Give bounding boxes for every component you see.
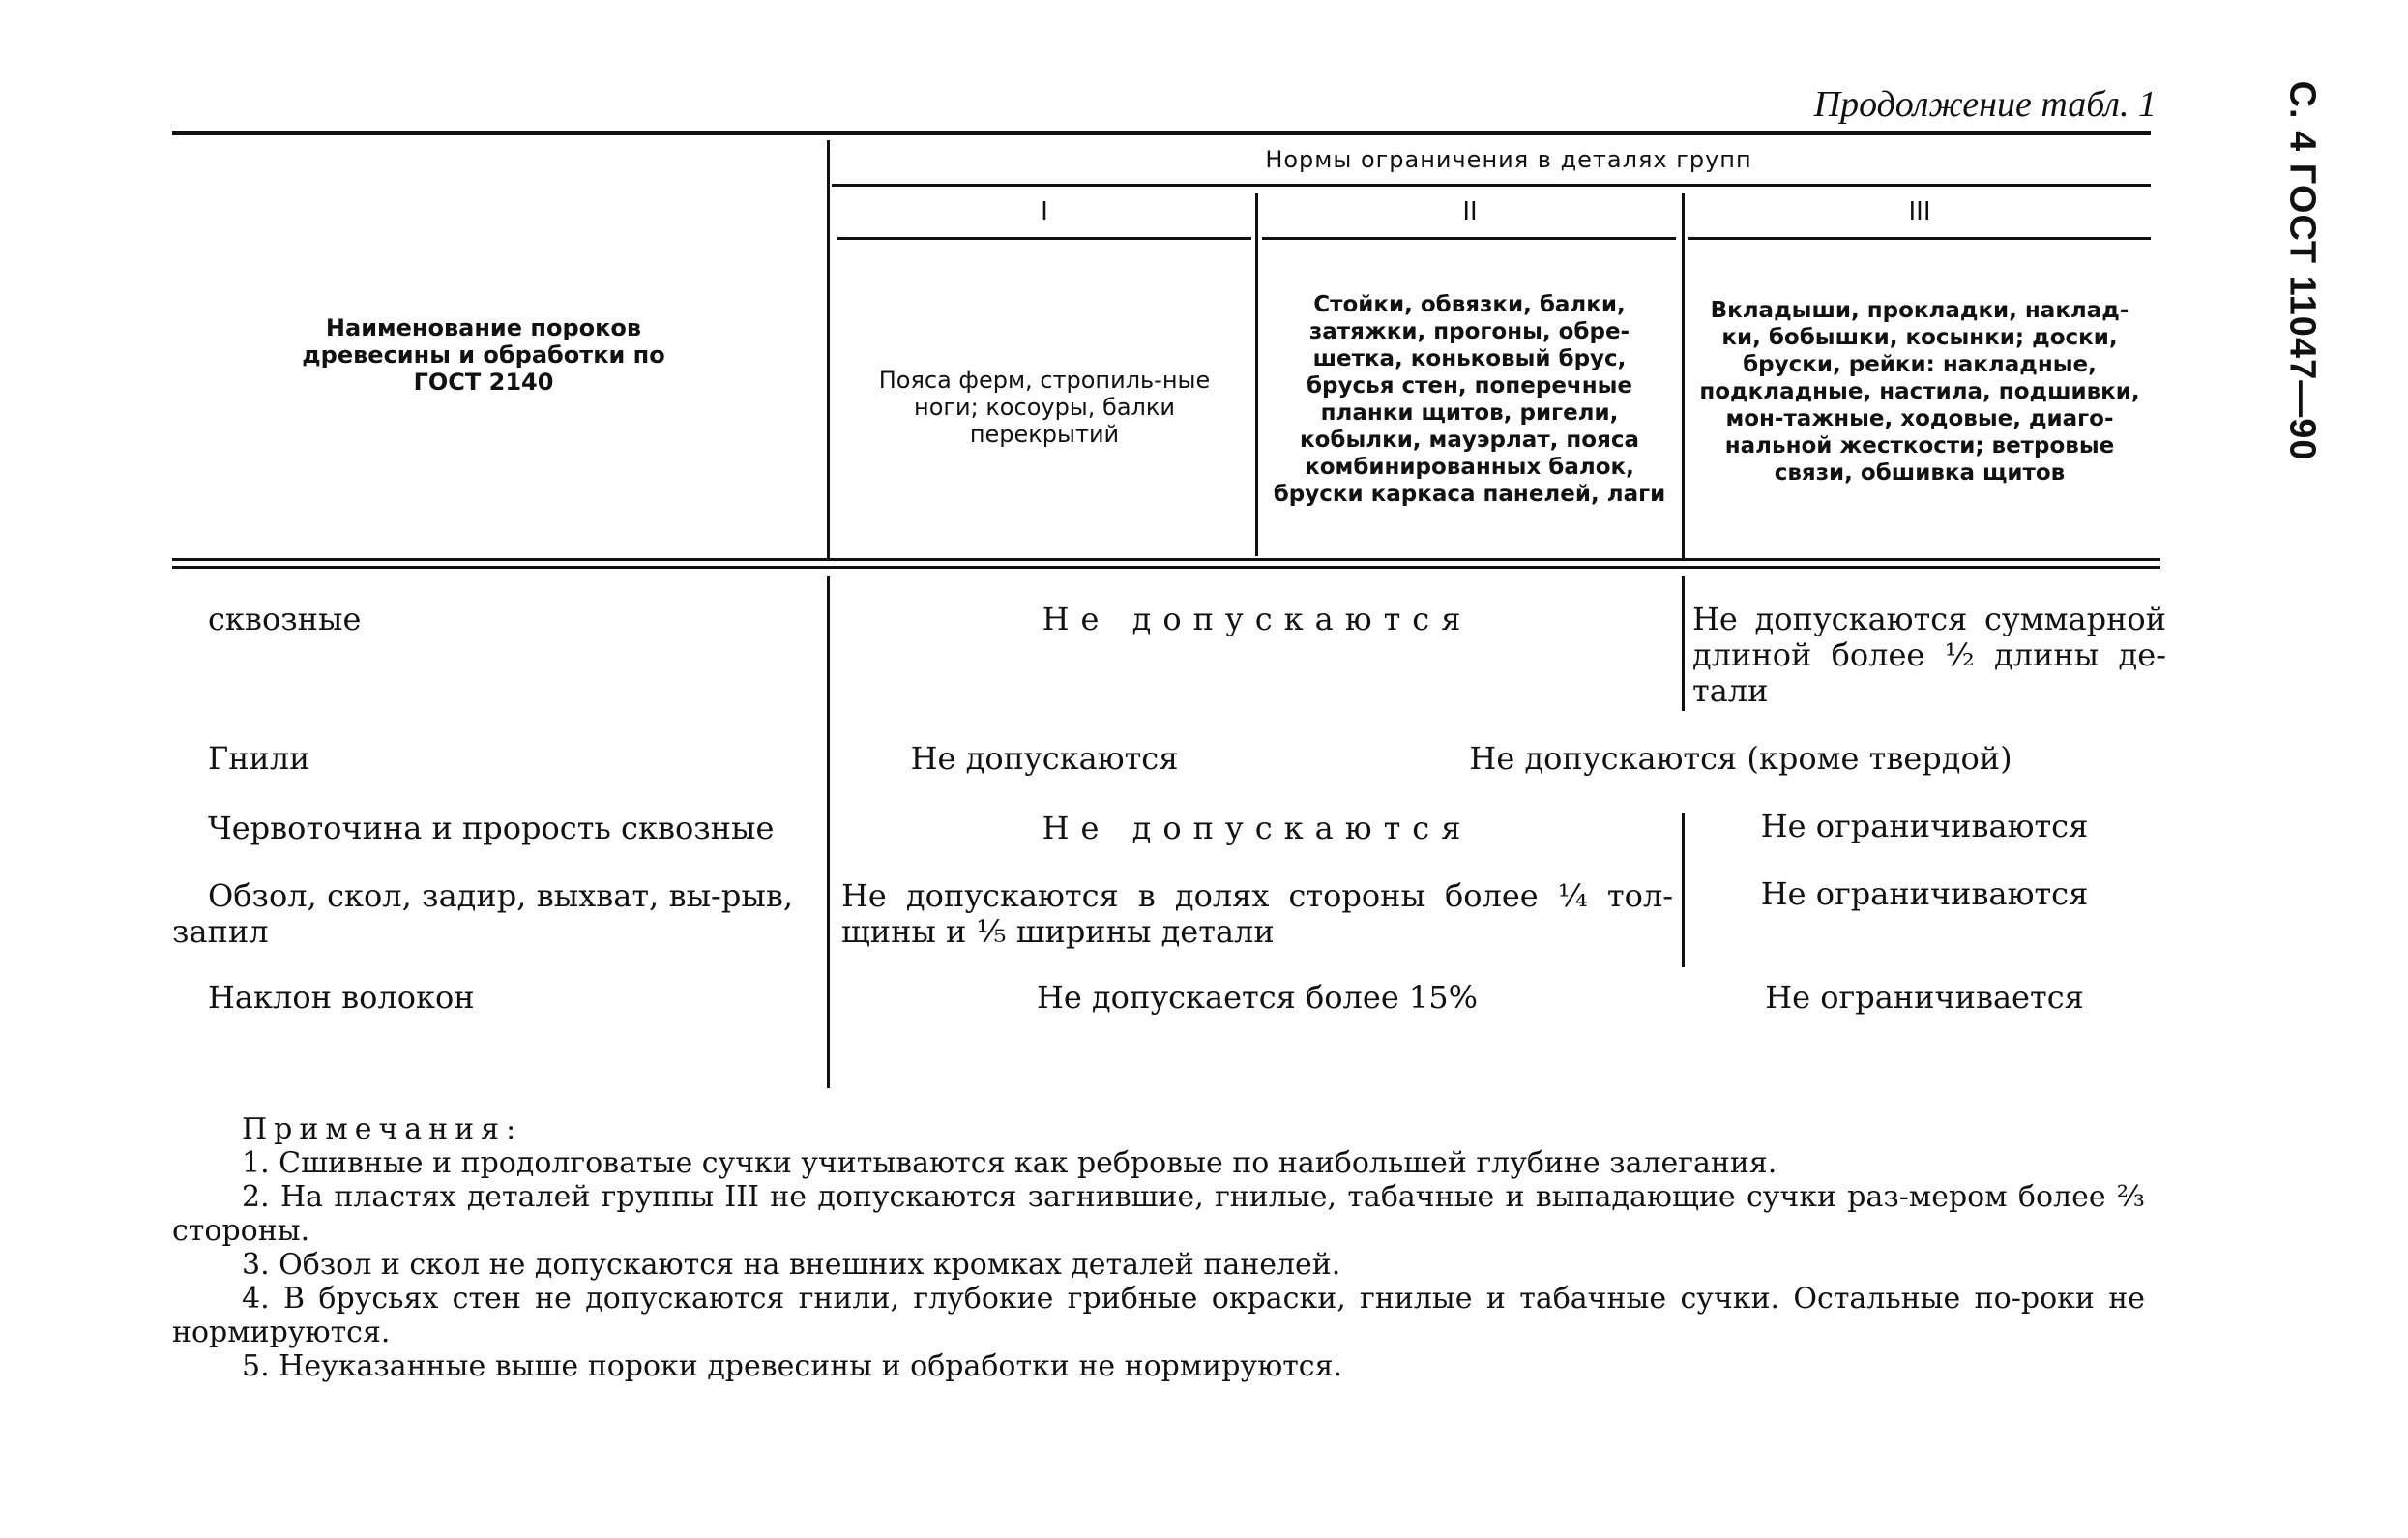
table-continuation-caption: Продолжение табл. 1 bbox=[1813, 84, 2157, 125]
row-4-name: Обзол, скол, задир, выхват, вы-рыв, запил bbox=[172, 877, 793, 950]
name-column-rule-body bbox=[827, 576, 830, 1088]
row-2-groups-2-3: Не допускаются (кроме твердой) bbox=[1469, 740, 2012, 777]
group-3-rule-row-1 bbox=[1682, 576, 1685, 711]
note-item-1: 1. Сшивные и продолговатые сучки учитываются как ребровые по наибольшей глубине залегания. bbox=[242, 1146, 1777, 1180]
row-5-name: Наклон волокон bbox=[208, 979, 475, 1016]
numerals-rule-1 bbox=[837, 237, 1251, 240]
group-1-numeral: I bbox=[1041, 197, 1048, 226]
row-4-group-3: Не ограничиваются bbox=[1760, 875, 2089, 912]
table-top-rule bbox=[172, 131, 2151, 135]
note-item-2: 2. На пластях деталей группы III не допускаются загнившие, гнилые, табачные и выпадающие сучки раз-мером более ⅔ стороны. bbox=[172, 1180, 2145, 1248]
group-2-3-rule bbox=[1682, 193, 1685, 558]
row-1-group-3: Не допускаются суммарной длиной более ½ длины де-тали bbox=[1692, 601, 2166, 709]
defect-name-column-header: Наименование пороков древесины и обработки по ГОСТ 2140 bbox=[302, 314, 665, 396]
group-3-numeral: III bbox=[1908, 197, 1931, 226]
notes-title: Примечания: bbox=[242, 1112, 523, 1146]
row-3-groups-1-2: Не допускаются bbox=[1042, 810, 1473, 846]
groups-header-rule bbox=[832, 184, 2151, 187]
numerals-rule-3 bbox=[1688, 237, 2151, 240]
group-1-2-rule bbox=[1255, 193, 1258, 556]
row-5-groups-1-2: Не допускается более 15% bbox=[1036, 979, 1479, 1016]
group-3-description: Вкладыши, прокладки, наклад-ки, бобышки, косынки; доски, бруски, рейки: накладные, подкладные, настила, подшивки, мон-тажные, ходовые, диаго-нальной жесткости; ветровые связи, обшивка щитов bbox=[1699, 298, 2140, 486]
note-item-3: 3. Обзол и скол не допускаются на внешних кромках деталей панелей. bbox=[242, 1248, 1341, 1282]
group-2-description: Стойки, обвязки, балки, затяжки, прогоны, обре-шетка, коньковый брус, брусья стен, поперечные планки щитов, ригели, кобылки, мауэрлат, пояса комбинированных балок, бруски каркаса панелей, лаги bbox=[1273, 292, 1666, 507]
groups-header: Нормы ограничения в деталях групп bbox=[1265, 146, 1752, 173]
note-item-4: 4. В брусьях стен не допускаются гнили, глубокие грибные окраски, гнилые и табачные сучки. Остальные по-роки не нормируются. bbox=[172, 1282, 2145, 1349]
row-5-group-3: Не ограничивается bbox=[1765, 979, 2084, 1016]
header-bottom-rule-1 bbox=[172, 558, 2160, 561]
row-1-name: сквозные bbox=[208, 601, 362, 637]
numerals-rule-2 bbox=[1262, 237, 1676, 240]
standard-page-stamp bbox=[2263, 80, 2340, 461]
row-1-groups-1-2: Не допускаются bbox=[1042, 601, 1473, 637]
header-bottom-rule-2 bbox=[172, 566, 2160, 569]
row-2-group-1: Не допускаются bbox=[910, 740, 1179, 777]
note-item-5: 5. Неуказанные выше пороки древесины и обработки не нормируются. bbox=[242, 1349, 1343, 1383]
row-4-groups-1-2: Не допускаются в долях стороны более ¼ тол-щины и ⅕ ширины детали bbox=[841, 877, 1673, 950]
group-2-numeral: II bbox=[1462, 197, 1478, 226]
row-3-name: Червоточина и прорость сквозные bbox=[208, 810, 775, 846]
group-3-rule-row-3 bbox=[1682, 813, 1685, 967]
standard-page-stamp-text: С. 4 ГОСТ 11047—90 bbox=[2281, 80, 2323, 461]
row-2-name: Гнили bbox=[208, 740, 310, 777]
row-3-group-3: Не ограничиваются bbox=[1760, 808, 2089, 844]
notes-block bbox=[172, 1112, 2145, 1383]
group-1-description: Пояса ферм, стропиль-ные ноги; косоуры, балки перекрытий bbox=[878, 367, 1211, 448]
name-column-rule-header bbox=[827, 140, 830, 558]
